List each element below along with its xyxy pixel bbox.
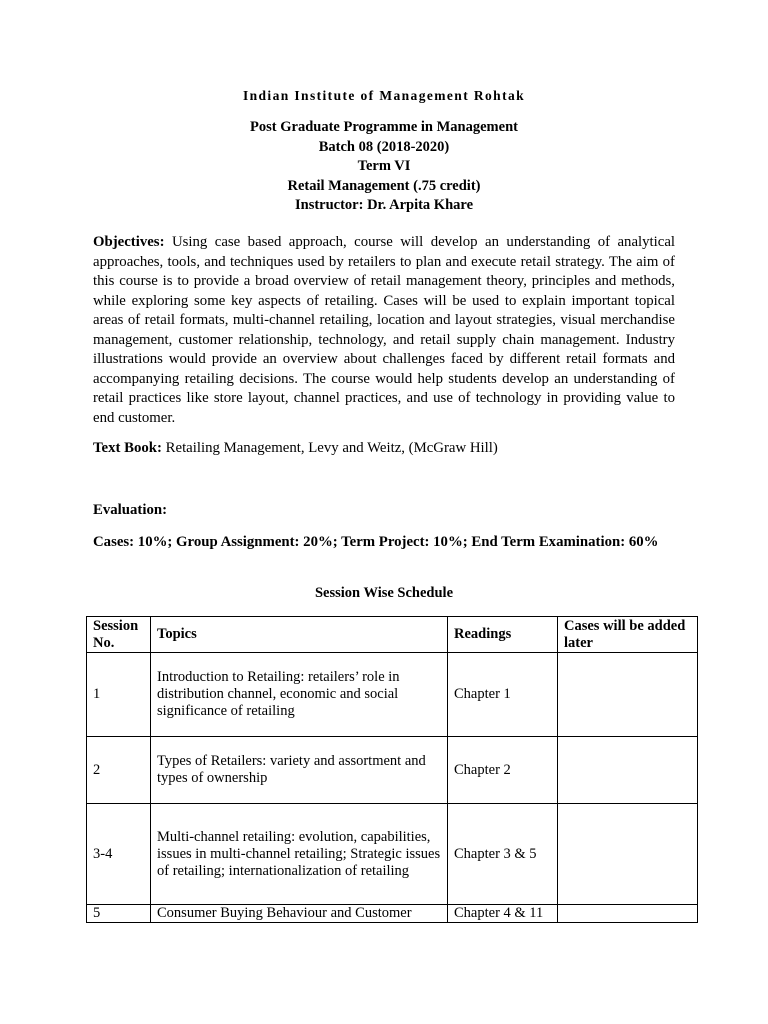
cases-cell	[558, 737, 698, 804]
session-cell: 5	[87, 905, 151, 923]
table-row	[87, 804, 698, 905]
batch-line: Batch 08 (2018-2020)	[318, 138, 450, 155]
session-cell: 1	[87, 653, 151, 737]
cases-cell	[558, 804, 698, 905]
instructor-line: Instructor: Dr. Arpita Khare	[294, 197, 473, 213]
session-cell: 2	[87, 737, 151, 804]
topics-cell: Types of Retailers: variety and assortment and types of ownership	[151, 737, 448, 804]
programme-name: Post Graduate Programme in Management	[250, 119, 518, 135]
topics-cell: Introduction to Retailing: retailers’ role in distribution channel, economic and social significance of retailing	[151, 653, 448, 737]
table-row	[87, 905, 698, 923]
header-session: Session No.	[87, 617, 151, 653]
table-header-row	[87, 617, 698, 653]
header-readings: Readings	[448, 617, 558, 653]
textbook-label: Text Book:	[93, 440, 162, 456]
evaluation-weights: Cases: 10%; Group Assignment: 20%; Term Project: 10%; End Term Examination: 60%	[93, 534, 659, 550]
objectives-label: Objectives:	[93, 234, 165, 250]
evaluation-title: Evaluation:	[93, 502, 167, 518]
header-cases: Cases will be added later	[558, 617, 698, 653]
header-topics: Topics	[151, 617, 448, 653]
table-row	[87, 653, 698, 737]
session-schedule-table	[86, 616, 698, 923]
cases-cell	[558, 905, 698, 923]
course-title: Retail Management (.75 credit)	[287, 177, 481, 194]
textbook-text: Retailing Management, Levy and Weitz, (McGraw Hill)	[161, 440, 498, 456]
table-row	[87, 737, 698, 804]
institute-title: Indian Institute of Management Rohtak	[242, 88, 526, 103]
textbook-paragraph	[93, 439, 675, 459]
cases-cell	[558, 653, 698, 737]
session-cell: 3-4	[87, 804, 151, 905]
topics-cell: Consumer Buying Behaviour and Customer	[151, 905, 448, 923]
readings-cell: Chapter 2	[448, 737, 558, 804]
term-line: Term VI	[357, 158, 411, 174]
readings-cell: Chapter 4 & 11	[448, 905, 558, 923]
topics-cell: Multi-channel retailing: evolution, capabilities, issues in multi-channel retailing; Strategic issues of retailing; internationalization of retailing	[151, 804, 448, 905]
readings-cell: Chapter 1	[448, 653, 558, 737]
schedule-title: Session Wise Schedule	[314, 585, 454, 601]
readings-cell: Chapter 3 & 5	[448, 804, 558, 905]
objectives-paragraph	[93, 233, 675, 428]
objectives-text: Using case based approach, course will develop an understanding of analytical approaches, tools, and techniques used by retailers to plan and execute retail strategy. The aim of this course is to provide a broad overview of retail management theory, principles and methods, while exploring some key aspects of retailing. Cases will be used to explain important topical areas of retail formats, multi-channel retailing, location and layout strategies, visual merchandise management, customer relationship, technology, and retail supply chain management. Industry illustrations would provide an overview about challenges faced by different retail formats and accompanying retailing decisions. The course would help students develop an understanding of retail practices like store layout, channel practices, and use of technology in providing value to end customer.	[93, 234, 675, 426]
